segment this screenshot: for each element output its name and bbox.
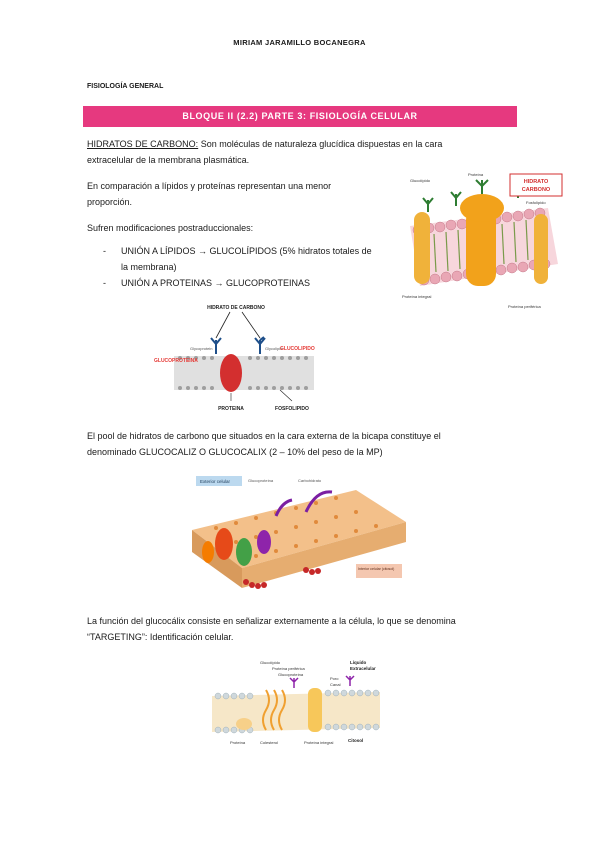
- figure-bilayer-3d: [186, 472, 412, 608]
- paragraph-proporcion: [87, 179, 387, 210]
- label-hidrato-line1: HIDRATO: [523, 179, 549, 185]
- list-item-glucoproteinas: UNIÓN A PROTEINAS → GLUCOPROTEINAS: [121, 278, 311, 288]
- paragraph-hidratos-line2: extracelular de la membrana plasmática.: [87, 154, 250, 165]
- list-dash-2: -: [103, 278, 106, 288]
- label-proteina-periferica: Proteína periférica: [508, 304, 541, 309]
- section-banner-title: BLOQUE II (2.2) PARTE 3: FISIOLOGÍA CELULAR: [182, 111, 418, 121]
- figure-membrane-cross-section: [208, 656, 390, 748]
- figure-membrane-illustration: [398, 168, 566, 316]
- page-header-author: MIRIAM JARAMILLO BOCANEGRA: [233, 38, 366, 47]
- paragraph-targeting: [87, 614, 527, 645]
- paragraph-hidratos-line1: Son moléculas de naturaleza glucídica dispuestas en la cara: [198, 139, 443, 149]
- paragraph-modificaciones: Sufren modificaciones postraduccionales:: [87, 223, 254, 233]
- label-proteina-caps: PROTEINA: [218, 406, 244, 412]
- list-item-glucolipidos-line1: UNIÓN A LÍPIDOS → GLUCOLÍPIDOS (5% hidratos totales de: [121, 246, 372, 256]
- paragraph-targeting-line2: “TARGETING”: Identificación celular.: [87, 631, 234, 642]
- paragraph-hidratos: [87, 137, 507, 168]
- label-fosfolipido: Fosfolípido: [526, 200, 546, 205]
- label-canal: Canal: [330, 682, 341, 687]
- paragraph-targeting-line1: La función del glucocálix consiste en señalizar externamente a la célula, lo que se denomina: [87, 616, 456, 626]
- label-carbohidrato: Carbohidrato: [298, 478, 322, 483]
- label-proteina-integral-f4: Proteína integral: [304, 740, 334, 745]
- label-glucoproteina-f4: Glucoproteína: [278, 672, 304, 677]
- label-proteina-integral: Proteína integral: [402, 294, 432, 299]
- label-proteina-f4: Proteína: [230, 740, 246, 745]
- label-glucolipido-red: GLUCOLIPIDO: [280, 346, 315, 352]
- paragraph-proporcion-line2: proporción.: [87, 196, 133, 207]
- label-hidrato-de-carbono: HIDRATO DE CARBONO: [207, 305, 265, 311]
- label-colesterol: Colesterol: [260, 740, 279, 745]
- label-interior-celular: Interior celular (citosol): [358, 567, 395, 571]
- label-proteina-periferica-f4: Proteína periférica: [272, 666, 305, 671]
- label-glucoproteina: GLUCOPROTEINA: [154, 358, 198, 364]
- paragraph-proporcion-line1: En comparación a lípidos y proteínas representan una menor: [87, 181, 332, 191]
- label-proteina: Proteína: [468, 172, 484, 177]
- label-glycoprotein: Glycoprotein: [190, 346, 213, 351]
- term-hidratos: HIDRATOS DE CARBONO:: [87, 139, 199, 149]
- label-glucolipido: Glucolípido: [410, 178, 431, 183]
- label-liquido-line2: Extracelular: [350, 666, 376, 671]
- paragraph-glucocalix-line1: El pool de hidratos de carbono que situados en la cara externa de la bicapa constituye el: [87, 431, 441, 441]
- label-glucoproteina-3d: Glucoproteína: [248, 478, 274, 483]
- label-glucolipido-f4: Glucolípido: [260, 660, 281, 665]
- paragraph-glucocalix-line2: denominado GLUCOCALIZ O GLUCOCALIX (2 – 10% del peso de la MP): [87, 446, 383, 457]
- label-glycolipid: Glycolipid: [265, 346, 283, 351]
- list-dash-1: -: [103, 246, 106, 256]
- label-hidrato-line2: CARBONO: [521, 187, 551, 193]
- label-fosfolipido-caps: FOSFOLIPIDO: [275, 406, 309, 412]
- label-poro: Poro: [330, 676, 339, 681]
- label-citosol: Citosol: [348, 738, 364, 743]
- label-exterior-celular: Exterior celular: [200, 479, 231, 484]
- figure-glycoprotein-diagram: [150, 300, 335, 415]
- section-banner: [83, 106, 517, 127]
- list-item-glucolipidos: [121, 244, 393, 275]
- paragraph-glucocalix: [87, 429, 527, 460]
- subject-title: FISIOLOGÍA GENERAL: [87, 83, 164, 90]
- label-liquido-line1: Líquido: [350, 660, 367, 665]
- list-item-glucolipidos-line2: la membrana): [121, 261, 177, 272]
